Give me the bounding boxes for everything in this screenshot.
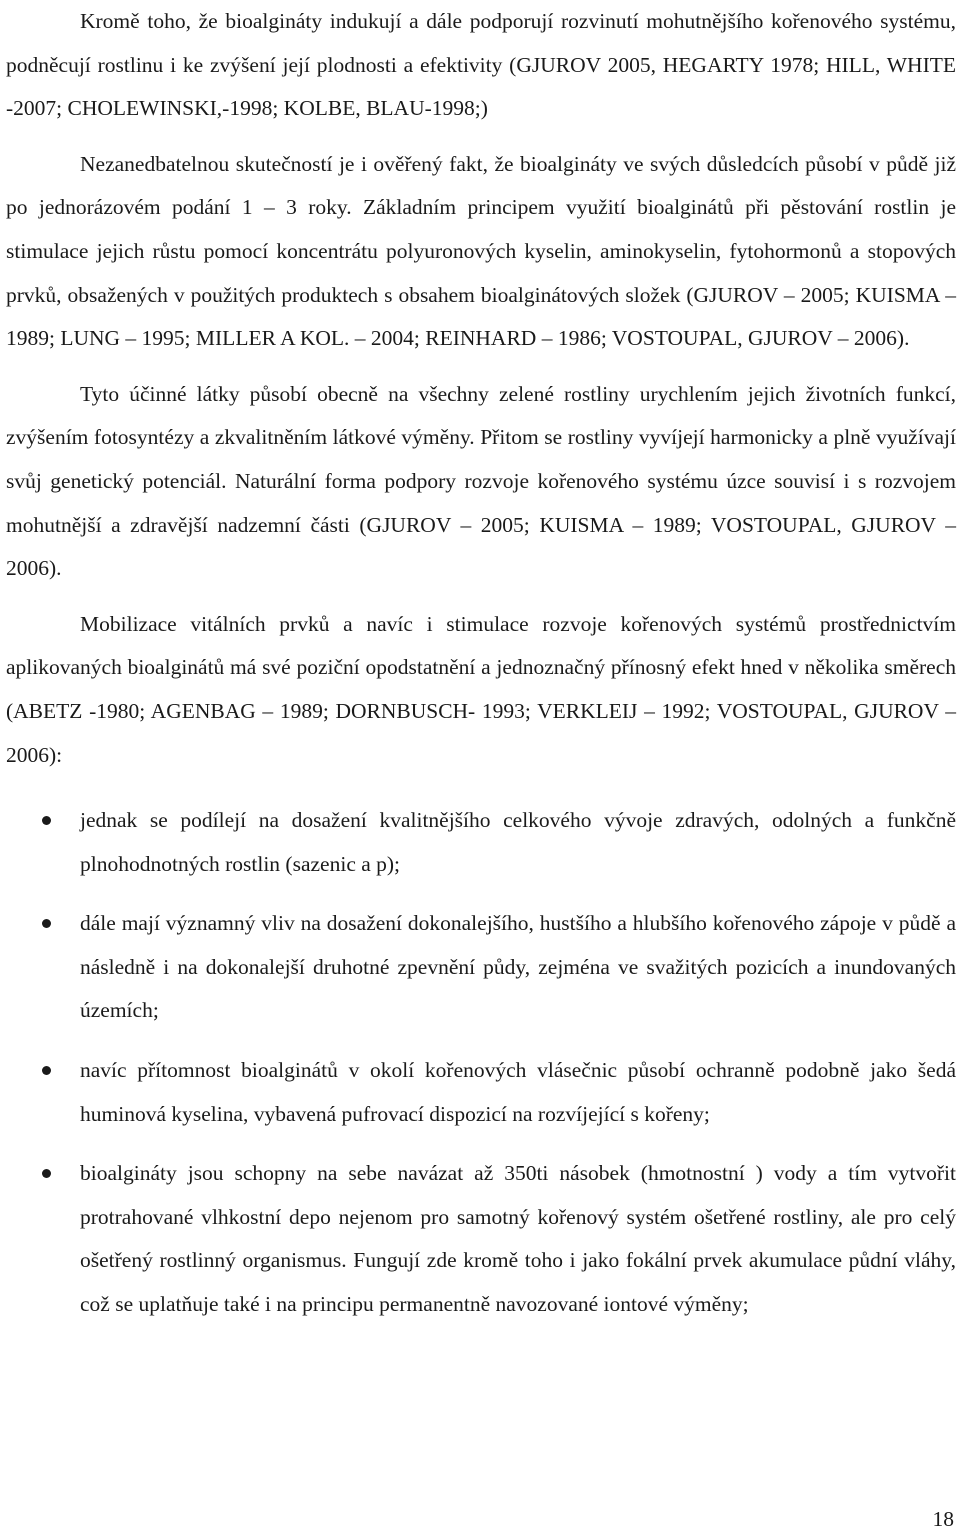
paragraph-4: Mobilizace vitálních prvků a navíc i stimulace rozvoje kořenových systémů prostřednictvím aplikovaných bioalginátů má své poziční opodstatnění a jednoznačný přínosný efekt hned v několika směrech (ABETZ -1980; AGENBAG – 1989; DORNBUSCH- 1993; VERKLEIJ – 1992; VOSTOUPAL, GJUROV – 2006): (6, 611, 956, 767)
paragraph-3: Tyto účinné látky působí obecně na všechny zelené rostliny urychlením jejich životních funkcí, zvýšením fotosyntézy a zkvalitněním látkové výměny. Přitom se rostliny vyvíjejí harmonicky a plně využívají svůj genetický potenciál. Naturální forma podpory rozvoje kořenového systému úzce souvisí i s rozvojem mohutnější a zdravější nadzemní části (GJUROV – 2005; KUISMA – 1989; VOSTOUPAL, GJUROV – 2006). (6, 381, 956, 581)
list-item (6, 799, 956, 886)
document-page (6, 0, 956, 1327)
bullet-icon (42, 919, 51, 928)
list-item (6, 902, 956, 1033)
list-item-text: navíc přítomnost bioalginátů v okolí kořenových vlásečnic působí ochranně podobně jako šedá huminová kyselina, vybavená pufrovací dispozicí na rozvíjející s kořeny; (80, 1058, 956, 1126)
bullet-icon (42, 1066, 51, 1075)
list-item (6, 1152, 956, 1326)
bullet-list (6, 799, 956, 1327)
paragraph-2: Nezanedbatelnou skutečností je i ověřený fakt, že bioalgináty ve svých důsledcích působí v půdě již po jednorázovém podání 1 – 3 roky. Základním principem využití bioalginátů při pěstování rostlin je stimulace jejich růstu pomocí koncentrátu polyuronových kyselin, aminokyselin, fytohormonů a stopových prvků, obsažených v použitých produktech s obsahem bioalginátových složek (GJUROV – 2005; KUISMA – 1989; LUNG – 1995; MILLER A KOL. – 2004; REINHARD – 1986; VOSTOUPAL, GJUROV – 2006). (6, 151, 956, 351)
list-item-text: jednak se podílejí na dosažení kvalitnějšího celkového vývoje zdravých, odolných a funkčně plnohodnotných rostlin (sazenic a p); (80, 808, 956, 876)
page-number: 18 (932, 1507, 954, 1531)
bullet-icon (42, 816, 51, 825)
paragraph-1: Kromě toho, že bioalgináty indukují a dále podporují rozvinutí mohutnějšího kořenového systému, podněcují rostlinu i ke zvýšení její plodnosti a efektivity (GJUROV 2005, HEGARTY 1978; HILL, WHITE -2007; CHOLEWINSKI,-1998; KOLBE, BLAU-1998;) (6, 9, 956, 121)
bullet-icon (42, 1169, 51, 1178)
list-item (6, 1049, 956, 1136)
list-item-text: bioalgináty jsou schopny na sebe navázat až 350ti násobek (hmotnostní ) vody a tím vytvořit protrahované vlhkostní depo nejenom pro samotný kořenový systém ošetřené rostliny, ale pro celý ošetřený rostlinný organismus. Fungují zde kromě toho i jako fokální prvek akumulace půdní vláhy, což se uplatňuje také i na principu permanentně navozované iontové výměny; (80, 1161, 956, 1317)
list-item-text: dále mají významný vliv na dosažení dokonalejšího, hustšího a hlubšího kořenového zápoje v půdě a následně i na dokonalejší druhotné zpevnění půdy, zejména ve svažitých pozicích a inundovaných územích; (80, 911, 956, 1023)
